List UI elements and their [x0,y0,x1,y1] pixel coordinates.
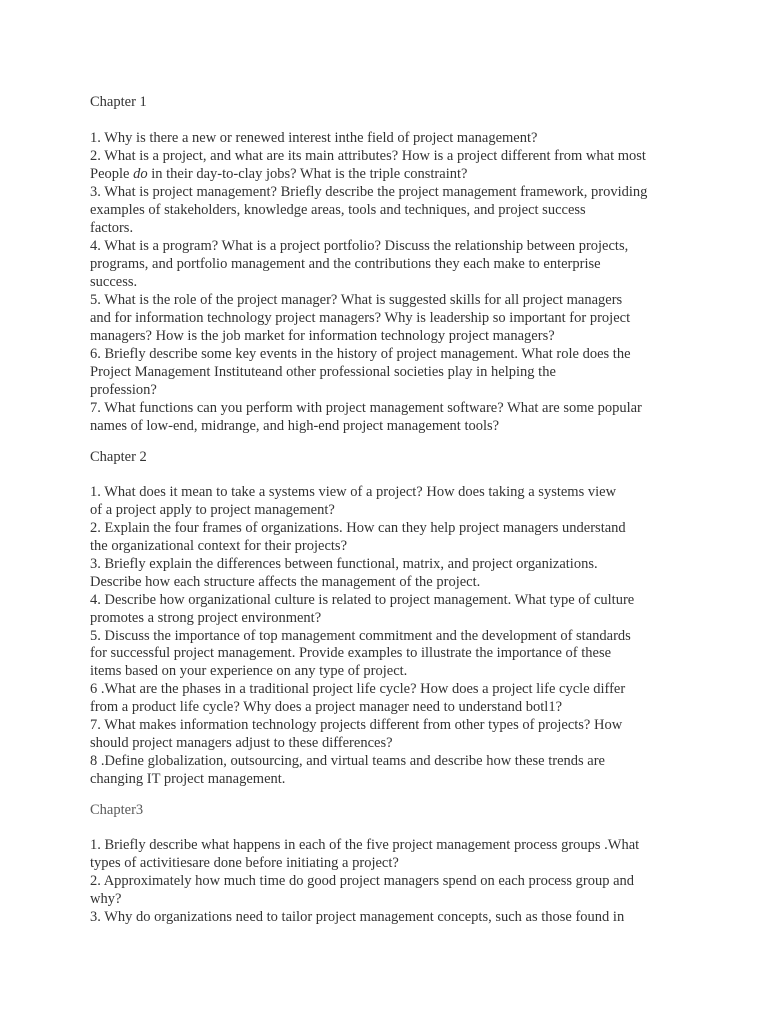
chapter-3-line: 3. Why do organizations need to tailor project management concepts, such as those found in [90,909,625,925]
chapter-2-line: 3. Briefly explain the differences between functional, matrix, and project organizations. [90,556,598,572]
chapter-2-line: from a product life cycle? Why does a project manager need to understand botl1? [90,699,563,715]
chapter-2-line: Describe how each structure affects the management of the project. [90,574,481,590]
chapter-2-line: items based on your experience on any type of project. [90,663,408,679]
chapter-1-line: profession? [90,382,157,398]
chapter-1-heading: Chapter 1 [90,94,147,110]
chapter-1-line: Project Management Instituteand other professional societies play in helping the [90,364,556,380]
chapter-3-heading: Chapter3 [90,802,144,818]
chapter-3-line: 2. Approximately how much time do good project managers spend on each process group and [90,873,635,889]
chapter-1-line: People do in their day-to-clay jobs? What is the triple constraint? [90,166,468,182]
chapter-3-line: why? [90,891,122,907]
chapter-1-line: managers? How is the job market for information technology project managers? [90,328,555,344]
chapter-2-line: 5. Discuss the importance of top management commitment and the development of standards [90,628,631,644]
chapter-1-line: names of low-end, midrange, and high-end project management tools? [90,418,500,434]
chapter-3-line: types of activitiesare done before initiating a project? [90,855,399,871]
chapter-1-line: 1. Why is there a new or renewed interest inthe field of project management? [90,130,538,146]
chapter-2-line: the organizational context for their projects? [90,538,348,554]
chapter-1-line: programs, and portfolio management and the contributions they each make to enterprise [90,256,601,272]
chapter-1-line: success. [90,274,138,290]
chapter-2-line: 1. What does it mean to take a systems view of a project? How does taking a systems view [90,484,617,500]
chapter-2-line: 6 .What are the phases in a traditional project life cycle? How does a project life cycle differ [90,681,626,697]
chapter-1-line: 4. What is a program? What is a project portfolio? Discuss the relationship between projects, [90,238,629,254]
chapter-2-line: promotes a strong project environment? [90,610,322,626]
chapter-2-line: 2. Explain the four frames of organizations. How can they help project managers understand [90,520,626,536]
chapter-1-line: factors. [90,220,134,236]
chapter-3-line: 1. Briefly describe what happens in each of the five project management process groups .What [90,837,640,853]
chapter-1-line: and for information technology project managers? Why is leadership so important for project [90,310,631,326]
chapter-2-line: 4. Describe how organizational culture is related to project management. What type of culture [90,592,635,608]
chapter-1-line: 6. Briefly describe some key events in the history of project management. What role does the [90,346,631,362]
chapter-1-line: examples of stakeholders, knowledge areas, tools and techniques, and project success [90,202,586,218]
chapter-2-line: 7. What makes information technology projects different from other types of projects? How [90,717,623,733]
chapter-2-line: 8 .Define globalization, outsourcing, and virtual teams and describe how these trends are [90,753,605,769]
chapter-2-line: of a project apply to project management? [90,502,335,518]
chapter-2-heading: Chapter 2 [90,449,147,465]
chapter-2-line: for successful project management. Provide examples to illustrate the importance of these [90,645,612,661]
chapter-1-line: 3. What is project management? Briefly describe the project management framework, providing [90,184,648,200]
chapter-1-line: 7. What functions can you perform with project management software? What are some popular [90,400,642,416]
chapter-2-line: changing IT project management. [90,771,286,787]
chapter-2-line: should project managers adjust to these differences? [90,735,393,751]
chapter-1-line: 5. What is the role of the project manager? What is suggested skills for all project managers [90,292,623,308]
chapter-1-line: 2. What is a project, and what are its main attributes? How is a project different from what most [90,148,646,164]
